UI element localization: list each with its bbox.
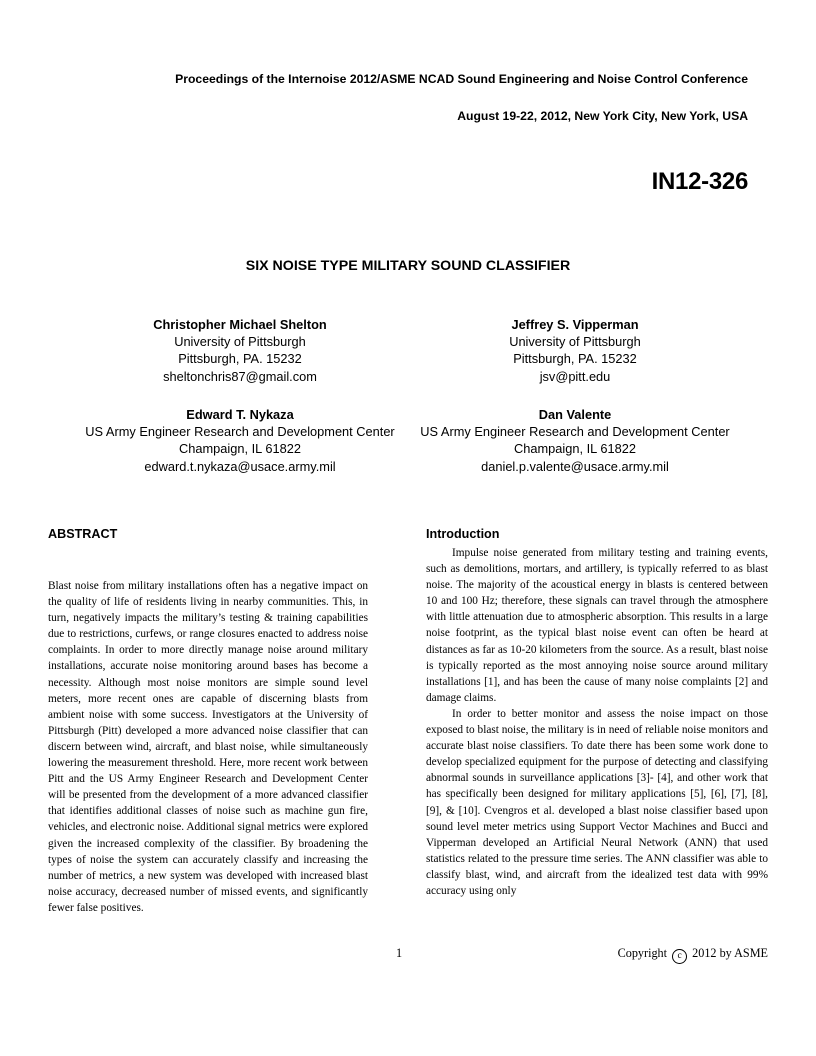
author-name: Dan Valente [538,407,612,422]
author-block [405,316,745,385]
author-name: Jeffrey S. Vipperman [511,317,639,332]
author-email: sheltonchris87@gmail.com [163,368,317,384]
author-email: daniel.p.valente@usace.army.mil [481,458,669,474]
abstract-heading: ABSTRACT [48,527,118,541]
abstract-body [48,578,368,916]
paper-id: IN12-326 [651,168,748,195]
introduction-body [426,545,768,899]
author-affiliation: US Army Engineer Research and Development Center [85,424,395,440]
author-name: Christopher Michael Shelton [153,317,327,332]
paper-title: SIX NOISE TYPE MILITARY SOUND CLASSIFIER [245,258,571,274]
copyright-notice [618,946,768,964]
introduction-paragraph: In order to better monitor and assess the noise impact on those exposed to blast noise, the military is in need of reliable noise monitors and accurate blast noise classifiers. To date there has been some work done to develop specialized equipment for the purpose of detecting and classifying abnormal sounds in surveillance applications [3]- [4], and other work that has specifically been designed for military applications [5], [6], [7], [8], [9], & [10]. Cvengros et al. developed a blast noise classifier based upon sound level meter metrics using Support Vector Machines and Bucci and Vipperman developed an Artificial Neural Network (ANN) that used statistics related to the pressure time series. The ANN classifier was able to classify blast, wind, and aircraft from the idealized test data with 99% accuracy using only [426,707,768,897]
author-email: jsv@pitt.edu [539,368,611,384]
author-block [405,406,745,475]
author-address: Champaign, IL 61822 [179,441,301,457]
introduction-heading: Introduction [426,527,500,541]
copyright-prefix: Copyright [617,946,668,960]
author-address: Pittsburgh, PA. 15232 [513,351,637,367]
author-address: Pittsburgh, PA. 15232 [178,351,302,367]
copyright-icon: c [672,949,687,964]
author-block [70,406,410,475]
copyright-suffix: 2012 by ASME [692,946,768,960]
page-number: 1 [396,946,403,960]
author-block [70,316,410,385]
conference-dates: August 19-22, 2012, New York City, New York, USA [457,109,748,123]
abstract-paragraph: Blast noise from military installations often has a negative impact on the quality of life of residents living in nearby communities. This, in turn, negatively impacts the military’s testing & training capabilities due to restrictions, curfews, or range closures enacted to address noise complaints. In order to more directly manage noise around military installations, accurate noise monitoring around bases has become a necessity. Although most noise monitors are simple sound level meters, more recent ones are capable of discerning blasts from ambient noise with some success. Investigators at the University of Pittsburgh (Pitt) developed a more advanced noise classifier that can discern between wind, aircraft, and blast noise, while simultaneously lowering the measurement threshold. Here, more recent work between Pitt and the US Army Engineer Research and Development Center will be presented from the development of a more advanced classifier that identifies additional classes of noise such as machine gun fire, vehicles, and electronic noise. Additional signal metrics were explored given the increased complexity of the classifier. By broadening the types of noise the system can accurately classify and increasing the number of metrics, a new system was developed with increased blast noise accuracy, decreased number of missed events, and significantly fewer false positives. [48,580,368,914]
author-affiliation: University of Pittsburgh [174,334,306,350]
author-address: Champaign, IL 61822 [514,441,636,457]
author-email: edward.t.nykaza@usace.army.mil [144,458,336,474]
author-name: Edward T. Nykaza [186,407,294,422]
author-affiliation: University of Pittsburgh [509,334,641,350]
introduction-paragraph: Impulse noise generated from military testing and training events, such as demolitions, mortars, and artillery, is typically referred to as blast noise. The majority of the acoustical energy in blasts is centered between 10 and 100 Hz; therefore, these signals can travel through the atmosphere with little attenuation due to atmospheric absorption. This results in a large noise footprint, as the typical blast noise event can often be heard at distances as far as 10-20 kilometers from the source. As a result, blast noise is typically reported as the most annoying noise source around military installations [1], and has been the cause of many noise complaints [2] and damage claims. [426,547,768,704]
proceedings-title: Proceedings of the Internoise 2012/ASME NCAD Sound Engineering and Noise Control Conference [175,72,748,86]
author-affiliation: US Army Engineer Research and Development Center [420,424,730,440]
